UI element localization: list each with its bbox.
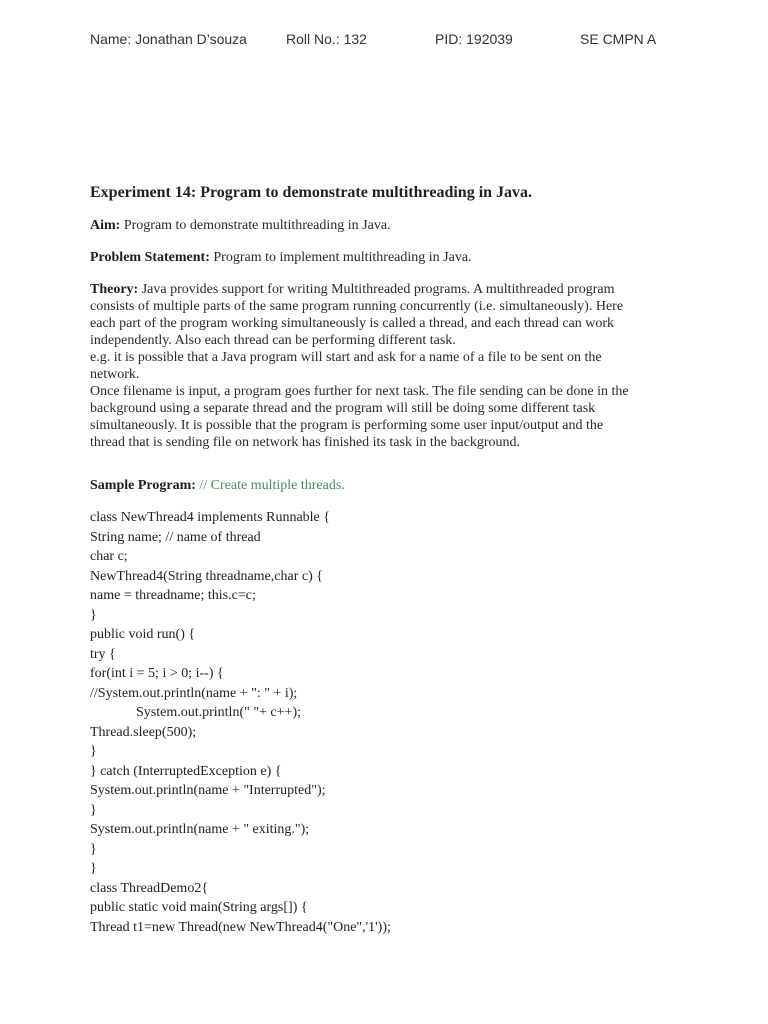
class-section: SE CMPN A [580,31,657,47]
sample-program-section [90,477,680,494]
sample-program-comment: // Create multiple threads. [199,478,345,493]
student-name: Name: Jonathan D’souza [90,31,247,47]
theory-line: consists of multiple parts of the same program running concurrently (i.e. simultaneously). Here [90,299,624,314]
code-line: public static void main(String args[]) { [90,900,308,915]
code-line: //System.out.println(name + ": " + i); [90,685,298,701]
theory-label: Theory: [90,282,139,297]
theory-line: thread that is sending file on network has finished its task in the background. [90,435,521,450]
problem-statement-text: Program to implement multithreading in Java. [213,250,472,265]
code-line: System.out.println(name + "Interrupted"); [90,783,326,798]
theory-line: Once filename is input, a program goes further for next task. The file sending can be done in the [90,384,629,399]
aim-section [90,217,680,234]
theory-line: e.g. it is possible that a Java program will start and ask for a name of a file to be sent on the [90,350,602,365]
problem-statement-section [90,249,680,266]
code-line: try { [90,646,116,662]
pid: PID: 192039 [435,31,513,47]
code-block [90,508,680,937]
roll-number: Roll No.: 132 [286,31,367,47]
code-line: } catch (InterruptedException e) { [90,763,282,779]
code-line: } [90,841,97,857]
code-line: } [90,861,97,876]
code-line: name = threadname; this.c=c; [90,588,256,603]
code-line: class NewThread4 implements Runnable { [90,510,330,525]
code-line: Thread t1=new Thread(new NewThread4("One",'1')); [90,919,391,935]
experiment-title: Experiment 14: Program to demonstrate multithreading in Java. [90,184,533,201]
code-line: public void run() { [90,627,196,642]
problem-statement-label: Problem Statement: [90,250,210,265]
theory-line: independently. Also each thread can be performing different task. [90,333,456,348]
code-line: String name; // name of thread [90,529,261,545]
theory-section [90,281,680,451]
page-header [0,31,768,51]
code-line: class ThreadDemo2{ [90,880,209,896]
code-line: NewThread4(String threadname,char c) { [90,568,323,584]
code-line: } [90,607,97,623]
sample-program-label: Sample Program: [90,478,196,493]
aim-text: Program to demonstrate multithreading in Java. [123,218,391,233]
code-line: } [90,744,97,759]
theory-line: Theory: Java provides support for writing Multithreaded programs. A multithreaded program [90,282,615,297]
code-line: System.out.println(" "+ c++); [136,705,301,720]
code-line: System.out.println(name + " exiting."); [90,822,310,837]
code-line: char c; [90,549,128,564]
aim-label: Aim: [90,218,121,233]
code-line: } [90,802,97,818]
theory-line: each part of the program working simultaneously is called a thread, and each thread can work [90,316,615,331]
theory-line: background using a separate thread and the program will still be doing some different task [90,401,596,416]
theory-line: simultaneously. It is possible that the program is performing some user input/output and the [90,418,604,433]
code-line: for(int i = 5; i > 0; i--) { [90,666,224,681]
document-body [90,183,680,937]
theory-line: network. [90,367,140,382]
code-line: Thread.sleep(500); [90,724,197,740]
